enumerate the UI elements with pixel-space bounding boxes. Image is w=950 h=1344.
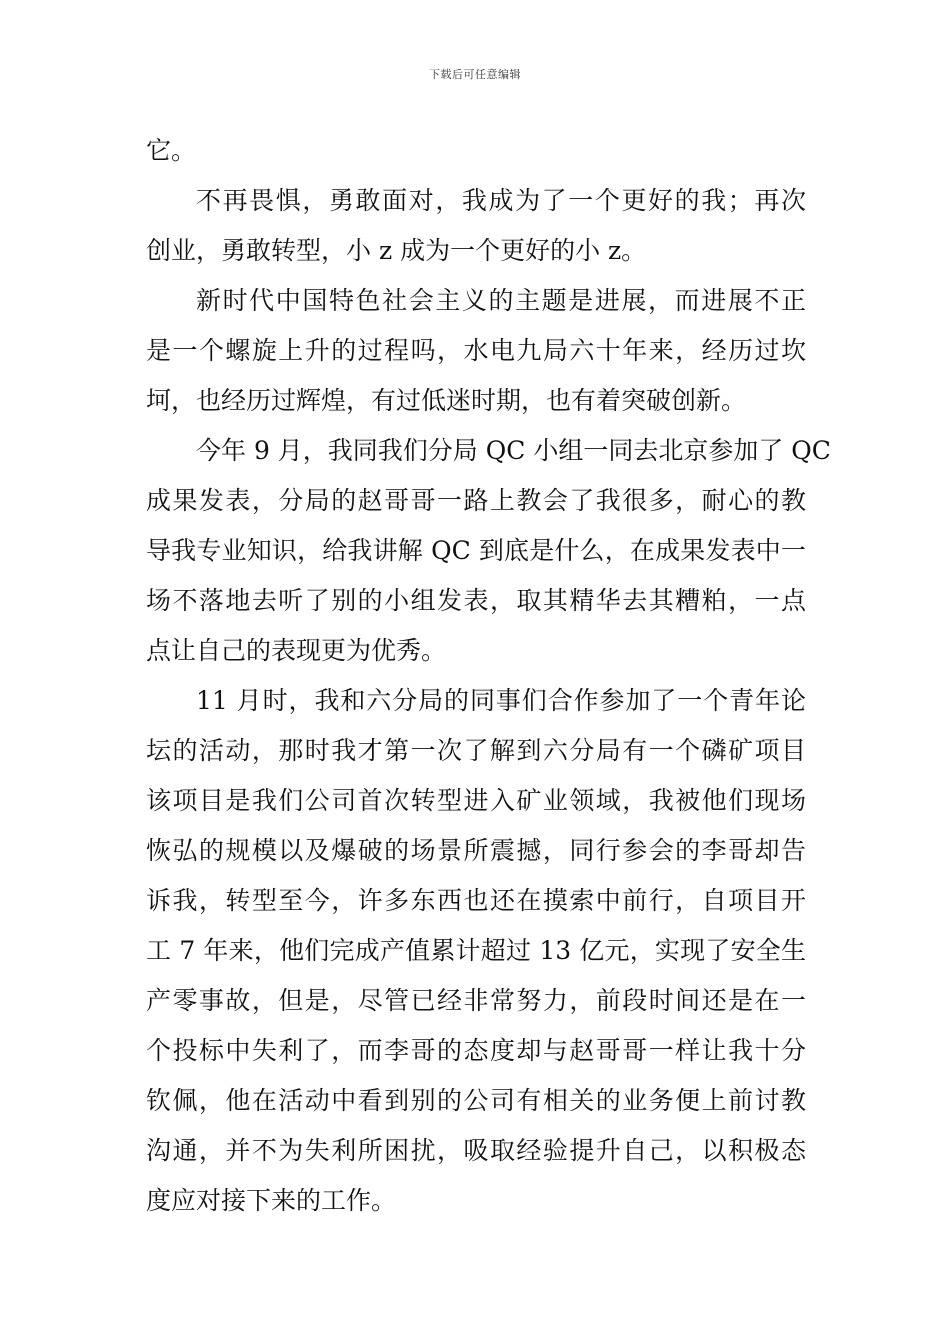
paragraph-line: 沟通，并不为失利所困扰，吸取经验提升自己，以积极态: [146, 1136, 806, 1165]
paragraph-line: 导我专业知识，给我讲解 QC 到底是什么，在成果发表中一: [146, 536, 806, 565]
paragraph-line: 新时代中国特色社会主义的主题是进展，而进展不正: [196, 286, 806, 315]
paragraph-line: 坷，也经历过辉煌，有过低迷时期，也有着突破创新。: [146, 386, 747, 415]
paragraph-line: 不再畏惧，勇敢面对，我成为了一个更好的我；再次: [196, 186, 806, 215]
paragraph-line: 度应对接下来的工作。: [146, 1186, 397, 1215]
paragraph-line: 工 7 年来，他们完成产值累计超过 13 亿元，实现了安全生: [146, 936, 806, 965]
page-header: 下载后可任意编辑: [429, 68, 521, 81]
paragraph-line: 恢弘的规模以及爆破的场景所震撼，同行参会的李哥却告: [146, 836, 806, 865]
paragraph-line: 点让自己的表现更为优秀。: [146, 636, 447, 665]
paragraph-line: 产零事故，但是，尽管已经非常努力，前段时间还是在一: [146, 986, 806, 1015]
paragraph-line: 坛的活动，那时我才第一次了解到六分局有一个磷矿项目: [146, 736, 806, 765]
paragraph-line: 钦佩，他在活动中看到别的公司有相关的业务便上前讨教: [146, 1086, 806, 1115]
paragraph-line: 该项目是我们公司首次转型进入矿业领域，我被他们现场: [146, 786, 806, 815]
document-body: [146, 126, 831, 1226]
paragraph-line: 成果发表，分局的赵哥哥一路上教会了我很多，耐心的教: [146, 486, 806, 515]
paragraph-line: 诉我，转型至今，许多东西也还在摸索中前行，自项目开: [146, 886, 806, 915]
paragraph-line: 是一个螺旋上升的过程吗，水电九局六十年来，经历过坎: [146, 336, 806, 365]
paragraph-line: 个投标中失利了，而李哥的态度却与赵哥哥一样让我十分: [146, 1036, 806, 1065]
paragraph-line: 创业，勇敢转型，小 z 成为一个更好的小 z。: [146, 236, 647, 265]
paragraph-line: 它。: [146, 136, 197, 165]
paragraph-line: 场不落地去听了别的小组发表，取其精华去其糟粕，一点: [146, 586, 806, 615]
paragraph-line: 11 月时，我和六分局的同事们合作参加了一个青年论: [196, 686, 806, 715]
paragraph-line: 今年 9 月，我同我们分局 QC 小组一同去北京参加了 QC: [196, 436, 831, 465]
